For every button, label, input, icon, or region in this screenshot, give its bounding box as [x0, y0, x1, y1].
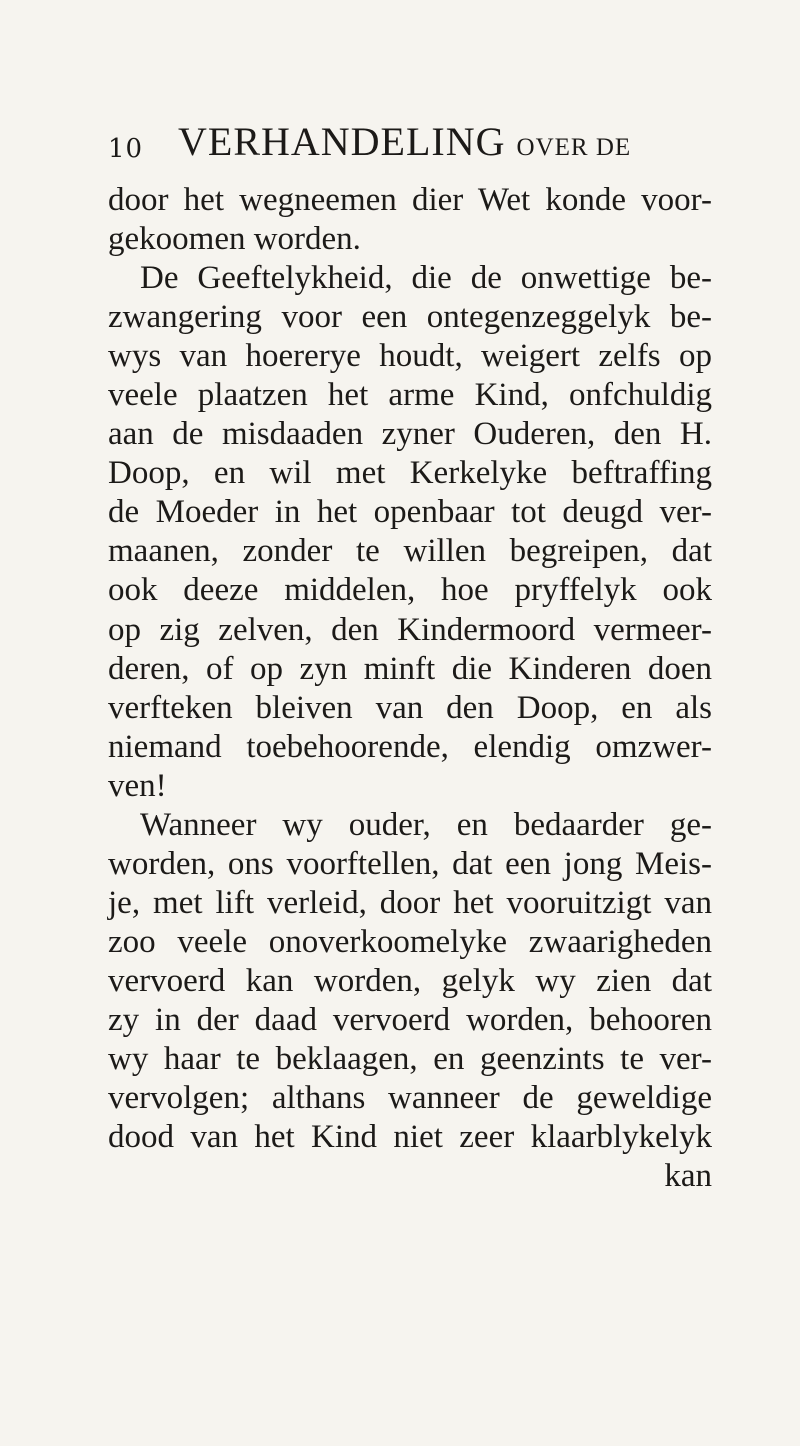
text-line: ook deeze middelen, hoe pryffelyk ook [108, 572, 712, 609]
page-header [108, 118, 728, 170]
catchword: kan [664, 1158, 712, 1195]
text-line: De Geeftelykheid, die de onwettige be- [140, 260, 712, 297]
text-line: wys van hoererye houdt, weigert zelfs op [108, 338, 712, 375]
text-line: Wanneer wy ouder, en bedaarder ge- [140, 806, 712, 843]
text-line: worden, ons voorftellen, dat een jong Meis- [108, 845, 712, 882]
page-number: 10 [108, 134, 144, 164]
text-line: niemand toebehoorende, elendig omzwer- [108, 728, 712, 765]
running-title-tail: OVER DE [516, 134, 632, 161]
text-line: maanen, zonder te willen begreipen, dat [108, 533, 712, 570]
running-title [178, 118, 631, 165]
running-title-main: VERHANDELING [178, 119, 506, 164]
text-line: gekoomen worden. [108, 221, 361, 258]
text-line: verfteken bleiven van den Doop, en als [108, 689, 712, 726]
body-text [108, 181, 712, 1196]
text-line: zoo veele onoverkoomelyke zwaarigheden [108, 923, 712, 960]
text-line: ven! [108, 767, 167, 804]
text-line: aan de misdaaden zyner Ouderen, den H. [108, 416, 712, 453]
text-line: Doop, en wil met Kerkelyke beftraffing [108, 455, 712, 492]
text-line: door het wegneemen dier Wet konde voor- [108, 182, 712, 218]
text-line: je, met lift verleid, door het vooruitzigt van [108, 884, 712, 921]
text-line: zy in der daad vervoerd worden, behooren [108, 1001, 712, 1038]
text-line: vervoerd kan worden, gelyk wy zien dat [108, 962, 712, 999]
text-line: deren, of op zyn minft die Kinderen doen [108, 650, 712, 687]
text-line: de Moeder in het openbaar tot deugd ver- [108, 494, 712, 531]
text-line: zwangering voor een ontegenzeggelyk be- [108, 299, 712, 336]
text-line: op zig zelven, den Kindermoord vermeer- [108, 611, 712, 648]
text-line: wy haar te beklaagen, en geenzints te ver- [108, 1041, 712, 1078]
text-line: dood van het Kind niet zeer klaarblykelyk [108, 1119, 712, 1156]
text-line: veele plaatzen het arme Kind, onfchuldig [108, 377, 712, 414]
text-line: vervolgen; althans wanneer de geweldige [108, 1080, 712, 1117]
